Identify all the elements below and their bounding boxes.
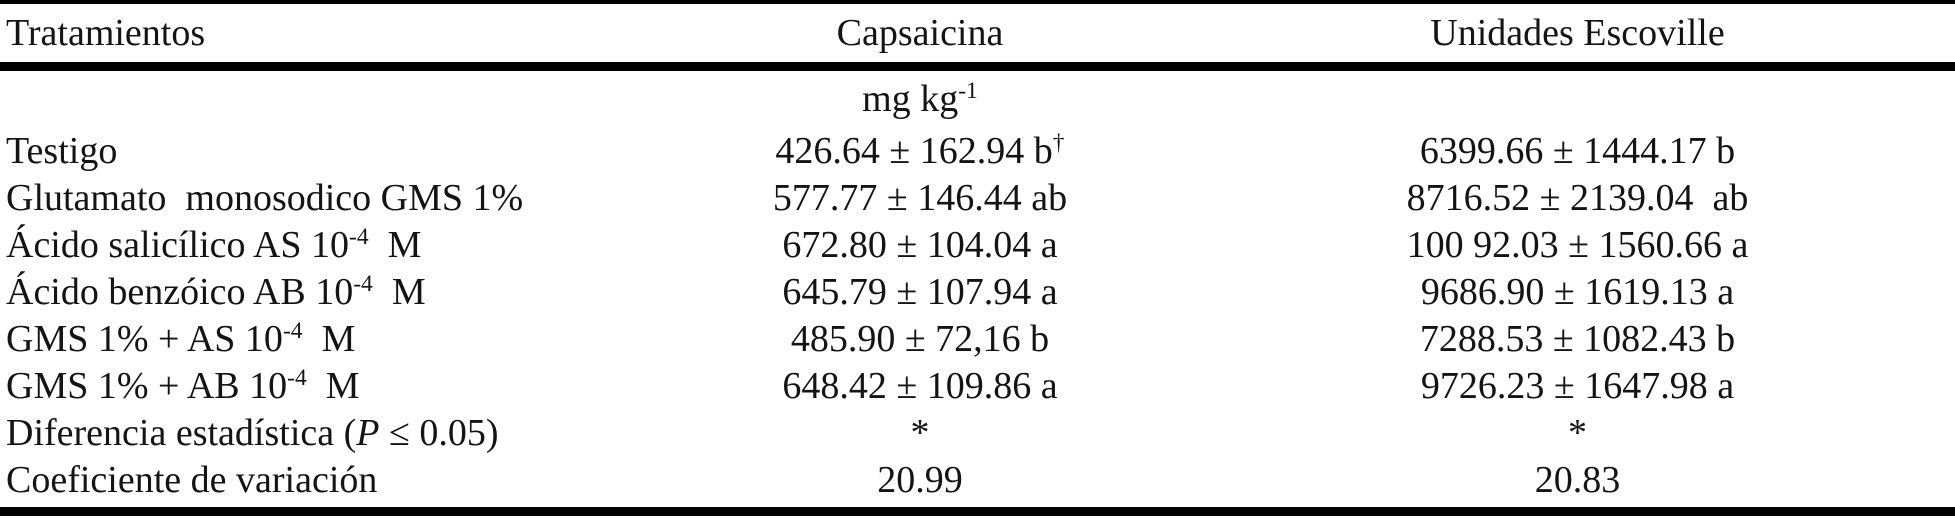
treatment-label	[0, 223, 640, 266]
value-text: *	[910, 411, 930, 454]
treatment-text: Ácido salicílico AS 10	[6, 223, 350, 266]
table-row	[0, 127, 1955, 174]
significance-asterisk: *	[1568, 411, 1587, 454]
value-text: 20.99	[877, 458, 963, 501]
treatment-text: GMS 1% + AB 10	[6, 364, 288, 407]
capsaicina-value	[640, 176, 1200, 219]
unit-text: mg kg	[862, 78, 959, 120]
table-row	[0, 456, 1955, 503]
treatment-text-post: M	[368, 223, 422, 266]
treatment-text: Glutamato monosodico GMS 1%	[6, 176, 524, 219]
table-row	[0, 315, 1955, 362]
escoville-value: 7288.53 ± 1082.43 b	[1419, 317, 1736, 360]
treatment-exponent: -4	[353, 270, 373, 297]
treatment-label	[0, 411, 640, 454]
treatment-text: Ácido benzóico AB 10	[6, 270, 354, 313]
table-row	[0, 268, 1955, 315]
treatment-text: Testigo	[6, 129, 118, 172]
col-header-tratamientos: Tratamientos	[6, 12, 206, 54]
capsaicina-value	[640, 317, 1200, 360]
bottom-rule	[0, 507, 1955, 516]
treatment-label	[0, 458, 640, 501]
value-text: 485.90 ± 72,16 b	[790, 317, 1050, 360]
header-rule	[0, 62, 1955, 71]
treatment-text-post: M	[306, 364, 360, 407]
col-header-capsaicina: Capsaicina	[836, 12, 1004, 54]
escoville-value: 100 92.03 ± 1560.66 a	[1406, 223, 1749, 266]
treatment-text-post: M	[302, 317, 356, 360]
treatment-label	[0, 364, 640, 407]
unit-row	[0, 71, 1955, 127]
capsaicina-value	[640, 129, 1200, 172]
dagger-footnote-mark: †	[1052, 129, 1065, 156]
table-row	[0, 221, 1955, 268]
treatment-text-post: ≤ 0.05)	[379, 411, 499, 454]
table-row	[0, 362, 1955, 409]
table-row	[0, 409, 1955, 456]
treatment-label	[0, 317, 640, 360]
treatment-exponent: -4	[287, 364, 307, 391]
value-text: 577.77 ± 146.44 ab	[772, 176, 1068, 219]
escoville-value: 9686.90 ± 1619.13 a	[1420, 270, 1735, 313]
escoville-value: 9726.23 ± 1647.98 a	[1420, 364, 1735, 407]
cv-value	[640, 458, 1200, 501]
capsaicina-value	[640, 270, 1200, 313]
significance-asterisk	[640, 411, 1200, 454]
header-row	[0, 4, 1955, 62]
treatment-exponent: -4	[282, 317, 303, 344]
treatment-label	[0, 129, 640, 172]
value-text: 672.80 ± 104.04 a	[782, 223, 1058, 266]
capsaicina-value	[640, 223, 1200, 266]
treatment-exponent: -4	[349, 223, 369, 250]
table-row	[0, 174, 1955, 221]
capsaicina-value	[640, 364, 1200, 407]
treatment-label	[0, 270, 640, 313]
treatment-italic: P	[356, 411, 380, 454]
escoville-value: 8716.52 ± 2139.04 ab	[1406, 176, 1749, 219]
col-header-unidades-escoville: Unidades Escoville	[1430, 12, 1725, 54]
value-text: 645.79 ± 107.94 a	[782, 270, 1058, 313]
treatment-text-post: M	[372, 270, 426, 313]
treatment-text: GMS 1% + AS 10	[6, 317, 283, 360]
cv-value: 20.83	[1534, 458, 1621, 501]
escoville-value: 6399.66 ± 1444.17 b	[1419, 129, 1736, 172]
value-text: 648.42 ± 109.86 a	[782, 364, 1058, 407]
unit-exponent: -1	[958, 78, 978, 105]
unit-label	[640, 80, 1200, 118]
treatment-text: Diferencia estadística (	[6, 411, 357, 454]
treatment-text: Coeficiente de variación	[6, 458, 378, 501]
treatment-label	[0, 176, 640, 219]
value-text: 426.64 ± 162.94 b	[775, 129, 1053, 172]
